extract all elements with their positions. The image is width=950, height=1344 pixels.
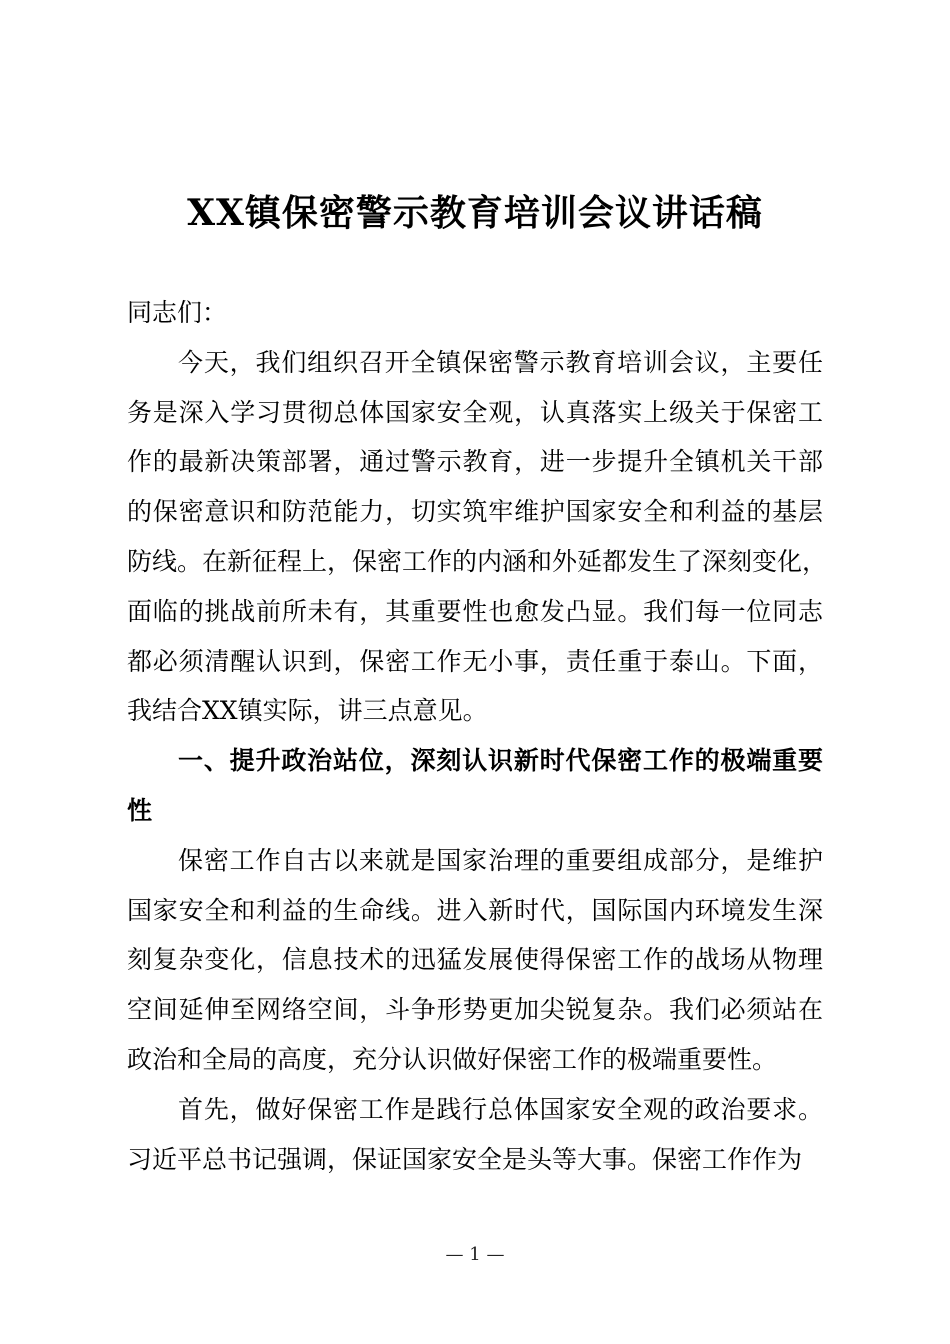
- text-line: 刻复杂变化，信息技术的迅猛发展使得保密工作的战场从物理: [127, 945, 823, 975]
- text-line: 习近平总书记强调，保证国家安全是头等大事。保密工作作为: [127, 1144, 803, 1174]
- paragraphs: [127, 338, 828, 1185]
- text-line: 一、提升政治站位，深刻认识新时代保密工作的极端重要: [178, 746, 823, 776]
- text-line: 面临的挑战前所未有，其重要性也愈发凸显。我们每一位同志: [127, 596, 823, 626]
- salutation: 同志们：: [127, 298, 228, 327]
- text-line: 今天，我们组织召开全镇保密警示教育培训会议，主要任: [178, 347, 823, 377]
- text-line: 政治和全局的高度，充分认识做好保密工作的极端重要性。: [127, 1044, 778, 1074]
- text-line: 都必须清醒认识到，保密工作无小事，责任重于泰山。下面，: [127, 646, 823, 676]
- text-line: 防线。在新征程上，保密工作的内涵和外延都发生了深刻变化，: [127, 546, 828, 576]
- text-line: 国家安全和利益的生命线。进入新时代，国际国内环境发生深: [127, 895, 823, 925]
- text-line: 作的最新决策部署，通过警示教育，进一步提升全镇机关干部: [127, 447, 823, 477]
- text-line: 务是深入学习贯彻总体国家安全观，认真落实上级关于保密工: [127, 397, 823, 427]
- page-number: — 1 —: [445, 1244, 505, 1265]
- paragraph: [127, 836, 823, 1085]
- text-line: 性: [127, 795, 153, 825]
- text-line: 保密工作自古以来就是国家治理的重要组成部分，是维护: [178, 845, 823, 875]
- text-line: 的保密意识和防范能力，切实筑牢维护国家安全和利益的基层: [127, 497, 823, 527]
- document-title: XX镇保密警示教育培训会议讲话稿: [187, 192, 763, 234]
- text-line: 我结合XX镇实际，讲三点意见。: [127, 696, 488, 726]
- paragraph: [127, 338, 828, 736]
- document-body: [127, 288, 828, 1184]
- text-line: 空间延伸至网络空间，斗争形势更加尖锐复杂。我们必须站在: [127, 995, 823, 1025]
- paragraph: [127, 1085, 823, 1185]
- section-heading: [127, 736, 823, 836]
- text-line: 首先，做好保密工作是践行总体国家安全观的政治要求。: [178, 1094, 823, 1124]
